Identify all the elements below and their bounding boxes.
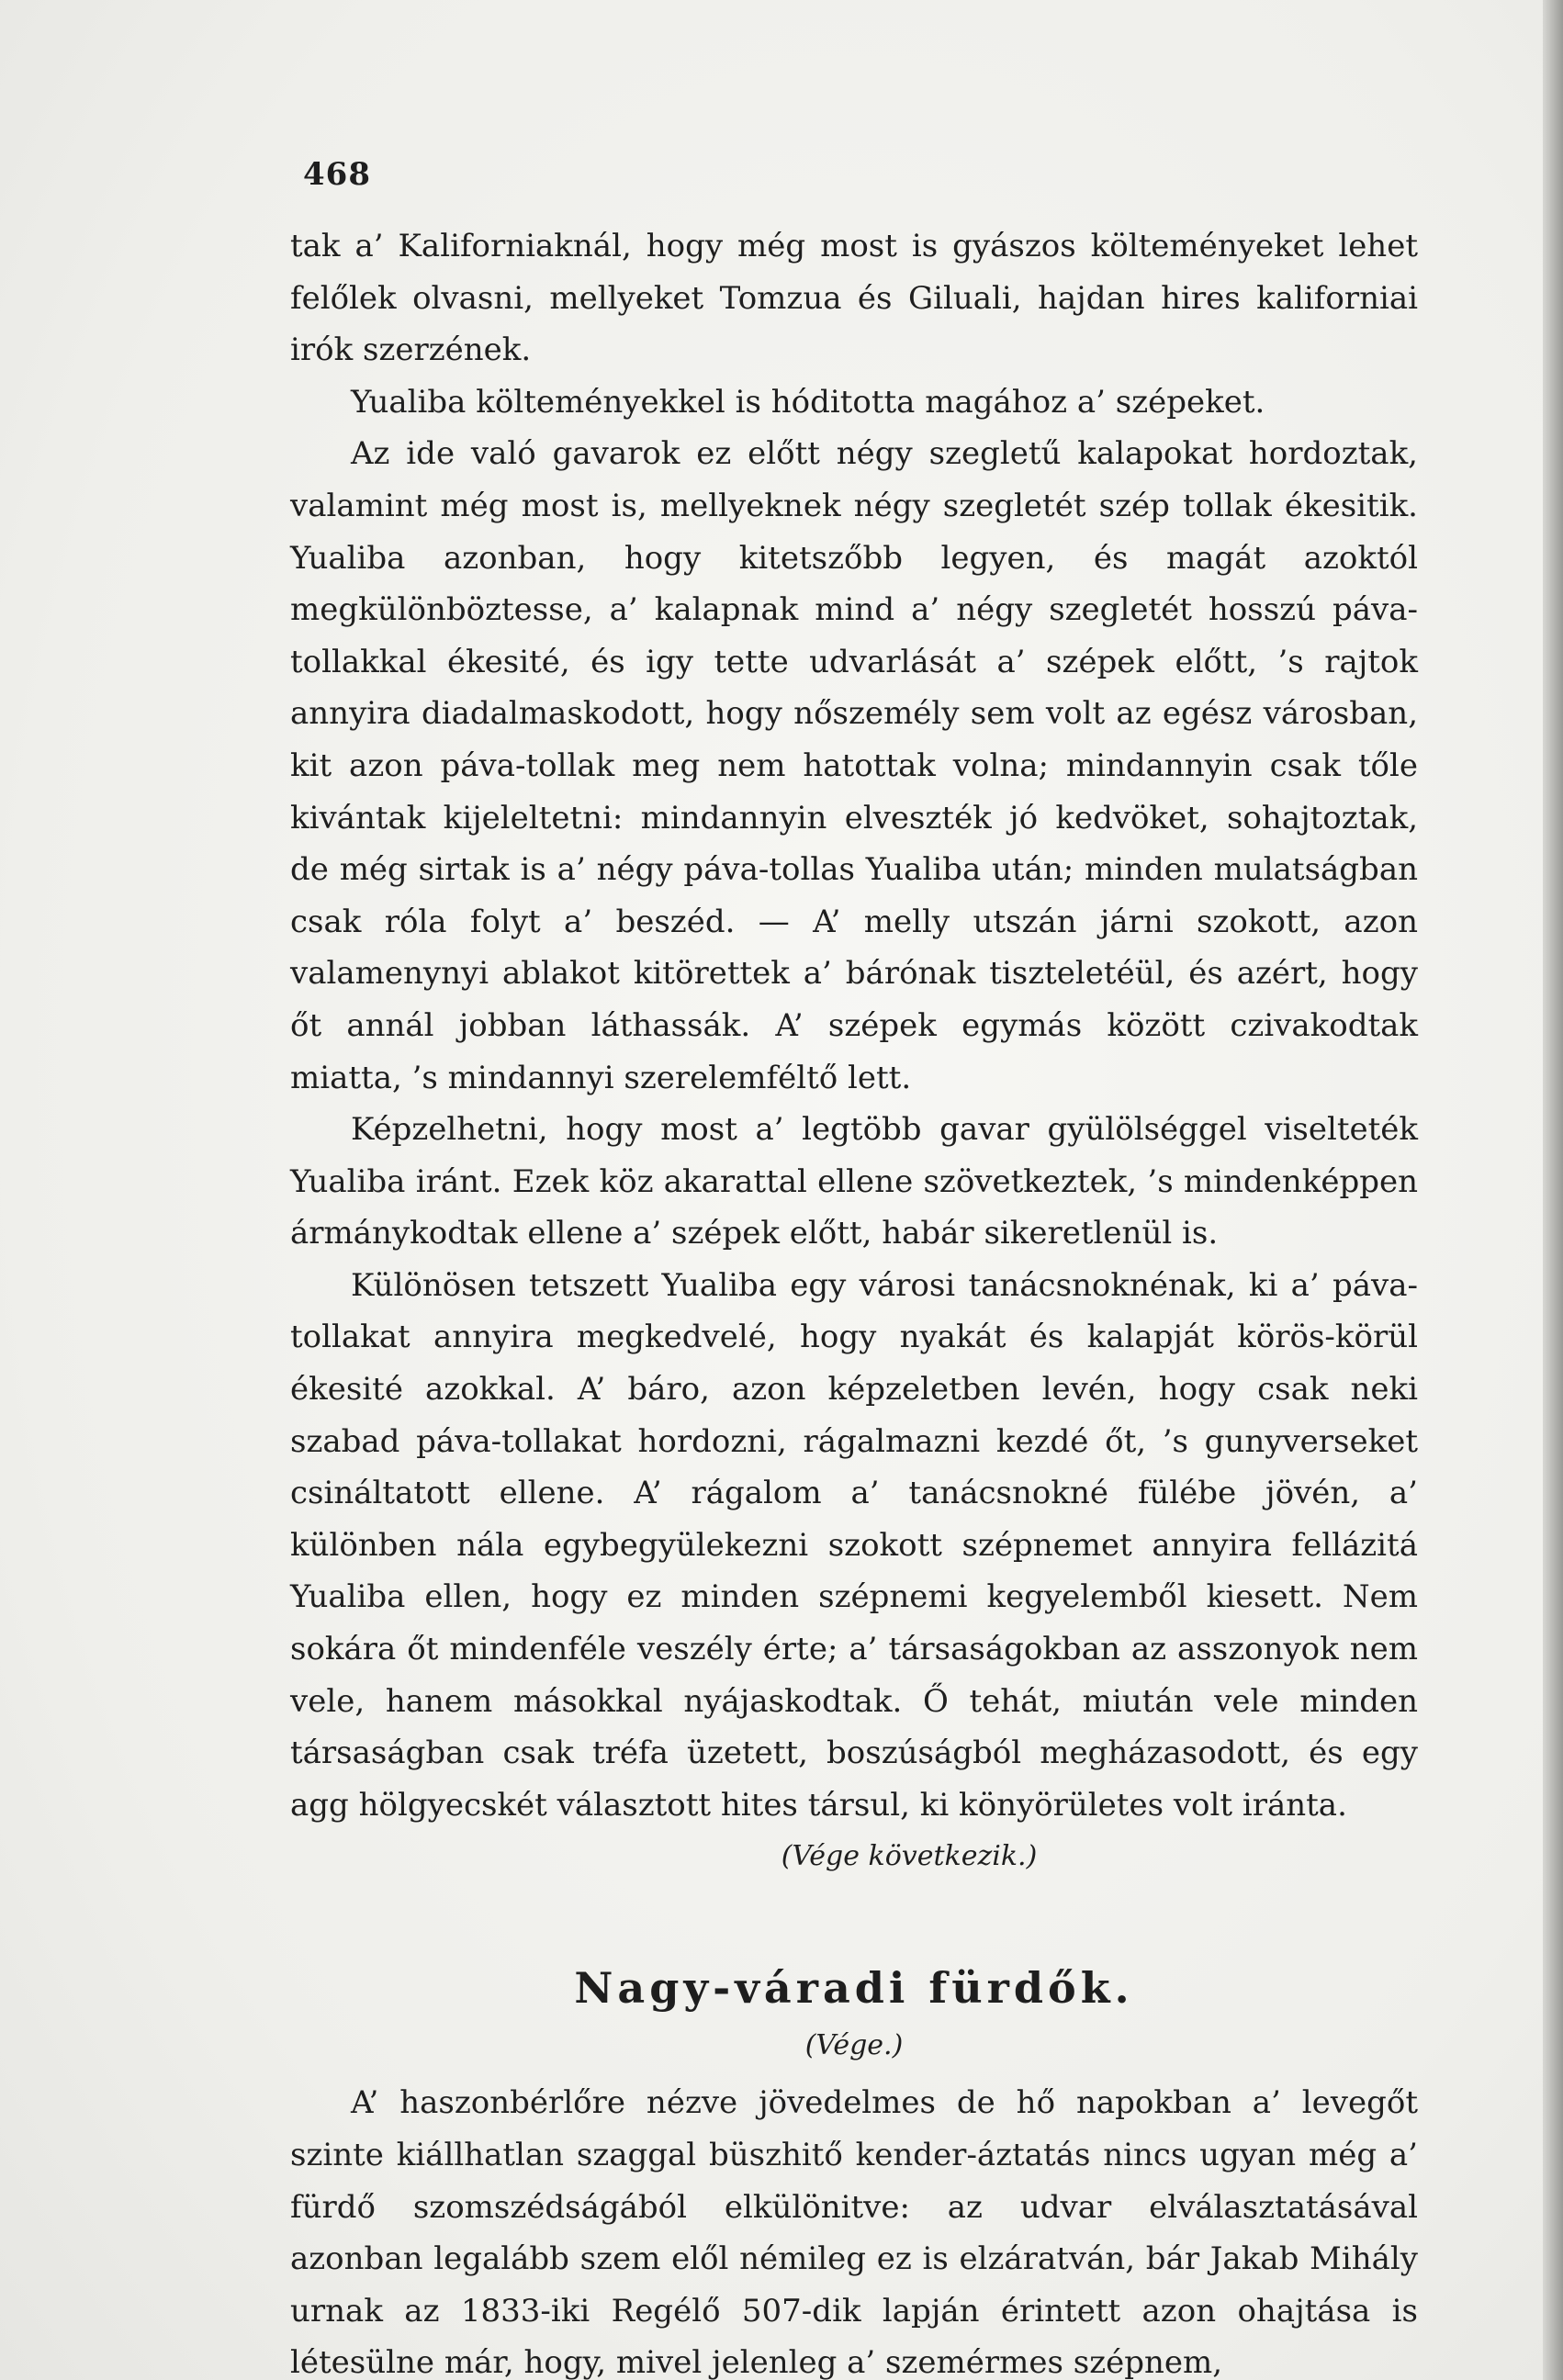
paragraph-5: Különösen tetszett Yualiba egy városi tanácsnoknénak, ki a’ páva-tollakat annyira megkedvelé, hogy nyakát és kalapját körös-körül ékesité azokkal. A’ báro, azon képzeletben levén, hogy csak neki szabad páva-tollakat hordozni, rágalmazni kezdé őt, ’s gunyverseket csináltatott ellene. A’ rágalom a’ tanácsnokné fülébe jövén, a’ különben nála egybegyülekezni szokott szépnemet annyira fellázitá Yualiba ellen, hogy ez minden szépnemi kegyelemből kiesett. Nem sokára őt mindenféle veszély érte; a’ társaságokban az asszonyok nem vele, hanem másokkal nyájaskodtak. Ő tehát, miután vele minden társaságban csak tréfa üzetett, boszúságból megházasodott, és egy agg hölgyecskét választott hites társul, ki könyörületes volt iránta. bbox=[290, 1266, 1418, 1824]
page-binding-edge bbox=[1543, 0, 1563, 2380]
paragraph-1: tak a’ Kaliforniaknál, hogy még most is gyászos költeményeket lehet felőlek olvasni, mellyeket Tomzua és Giluali, hajdan hires kaliforniai irók szerzének. bbox=[290, 228, 1418, 369]
section-title: Nagy-váradi fürdők. bbox=[574, 1963, 1134, 2014]
body-text bbox=[290, 220, 1418, 2380]
paragraph-2: Yualiba költeményekkel is hóditotta magához a’ szépeket. bbox=[351, 383, 1265, 421]
paragraph-3: Az ide való gavarok ez előtt négy szegletű kalapokat hordoztak, valamint még most is, mellyeknek négy szegletét szép tollak ékesitik. Yualiba azonban, hogy kitetszőbb legyen, és magát azoktól megkülönböztesse, a’ kalapnak mind a’ négy szegletét hosszú páva-tollakkal ékesité, és igy tette udvarlását a’ szépek előtt, ’s rajtok annyira diadalmaskodott, hogy nőszemély sem volt az egész városban, kit azon páva-tollak meg nem hatottak volna; mindannyin csak tőle kivántak kijeleltetni: mindannyin elveszték jó kedvöket, sohajtoztak, de még sirtak is a’ négy páva-tollas Yualiba után; minden mulatságban csak róla folyt a’ beszéd. — A’ melly utszán járni szokott, azon valamenynyi ablakot kitörettek a’ bárónak tiszteletéül, és azért, hogy őt annál jobban láthassák. A’ szépek egymás között czivakodtak miatta, ’s mindannyi szerelemféltő lett. bbox=[290, 435, 1418, 1096]
section-paragraph: A’ haszonbérlőre nézve jövedelmes de hő napokban a’ levegőt szinte kiállhatlan szaggal büszhitő kender-áztatás nincs ugyan még a’ fürdő szomszédságából elkülönitve: az udvar elválasztatásával azonban legalább szem elől némileg ez is elzáratván, bár Jakab Mihály urnak az 1833-iki Regélő 507-dik lapján érintett azon ohajtása is létesülne már, hogy, mivel jelenleg a’ szemérmes szépnem, bbox=[290, 2084, 1418, 2380]
section-spacer bbox=[290, 1882, 1418, 1956]
page-number: 468 bbox=[303, 156, 371, 193]
paragraph-4: Képzelhetni, hogy most a’ legtöbb gavar gyülölséggel viselteték Yualiba iránt. Ezek köz akarattal ellene szövetkeztek, ’s mindenképpen ármánykodtak ellene a’ szépek előtt, habár sikeretlenül is. bbox=[290, 1111, 1418, 1252]
section-subtitle: (Vége.) bbox=[804, 2029, 904, 2062]
continued-note: (Vége következik.) bbox=[781, 1840, 1038, 1873]
